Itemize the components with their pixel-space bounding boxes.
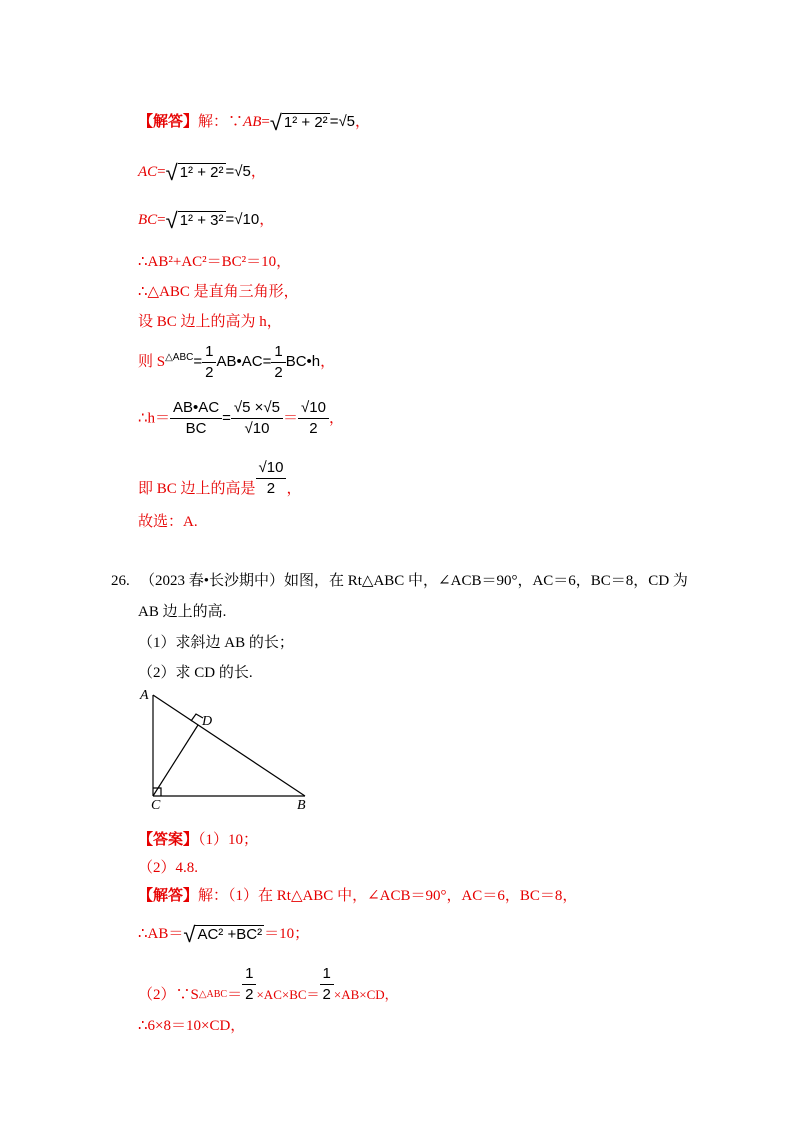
solution1-line6: 设 BC 边上的高为 h， [138, 314, 282, 330]
solution2-line2: ∴AB＝√ AC² +BC² ＝10； [138, 921, 310, 947]
problem-question-2: （2）求 CD 的长. [138, 665, 253, 681]
fraction-result: $\frac{√10}{2}$ [298, 398, 329, 439]
solution1-line9: 即 BC 边上的高是 $\frac{√10}{2}$ ， [138, 459, 302, 497]
solution1-line1: 【解答】解：∵AB=√ 1² + 2² =√5， [138, 109, 371, 135]
answer-line2: （2）4.8. [138, 860, 199, 876]
triangle-figure [135, 685, 335, 815]
half-fraction: $\frac{1}{2}$ [242, 964, 256, 1005]
solution1-line5: ∴△ABC 是直角三角形， [138, 284, 299, 300]
solution1-line4: ∴AB²+AC²＝BC²＝10， [138, 254, 292, 270]
solution-tag: 【解答】 [138, 114, 199, 130]
half-fraction: $\frac{1}{2}$ [320, 964, 334, 1005]
problem-stem-2: AB 边上的高. [138, 604, 227, 620]
answer-line1: 【答案】（1）10； [138, 832, 259, 848]
problem-number: 26. [111, 573, 130, 589]
answer-tag: 【答案】 [138, 832, 199, 848]
solution2-line4: ∴6×8＝10×CD， [138, 1018, 246, 1034]
solution1-line7: 则 $S^{\triangle ABC}=$ $\frac{1}{2}$ AB•AC= $\frac{1}{2}$ BC•h， [138, 343, 336, 381]
label-b: B [297, 798, 306, 813]
fraction-h: $\frac{AB•AC}{BC}$ [170, 398, 222, 439]
label-d: D [202, 714, 213, 729]
solution1-line8: ∴h＝ $\frac{AB•AC}{BC}$ = $\frac{√5 \times√5}{√10}$ ＝ $\frac{√10}{2}$ ， [138, 399, 344, 437]
solution1-line10: 故选：A. [138, 514, 198, 530]
radical-ab: √ 1² + 2² [269, 109, 328, 135]
solution2-line1: 【解答】解：（1）在 Rt△ABC 中，∠ACB＝90°，AC＝6，BC＝8， [138, 888, 578, 904]
half-fraction: $\frac{1}{2}$ [202, 342, 216, 383]
problem-stem-1: （2023 春•长沙期中）如图，在 Rt△ABC 中，∠ACB＝90°，AC＝6，BC＝8，CD 为 [140, 573, 688, 589]
label-a: A [140, 688, 149, 703]
radical-ab2: √ AC² +BC² [183, 921, 263, 947]
solution2-line3: （2）∵S△ABC＝ $\frac{1}{2}$ ×AC×BC＝ $\frac{1}{2}$ ×AB×CD， [138, 965, 398, 1003]
solution-tag: 【解答】 [138, 888, 199, 904]
solution1-line3: BC=√ 1² + 3² =√10， [138, 207, 275, 233]
radical-bc: √ 1² + 3² [165, 207, 224, 233]
problem-question-1: （1）求斜边 AB 的长； [138, 635, 294, 651]
half-fraction: $\frac{1}{2}$ [271, 342, 285, 383]
fraction-answer: $\frac{√10}{2}$ [256, 458, 287, 499]
radical-ac: √ 1² + 2² [165, 159, 224, 185]
label-c: C [151, 798, 161, 813]
fraction-sqrt: $\frac{√5 \times√5}{√10}$ [231, 398, 283, 439]
solution1-line2: AC=√ 1² + 2² =√5， [138, 159, 266, 185]
